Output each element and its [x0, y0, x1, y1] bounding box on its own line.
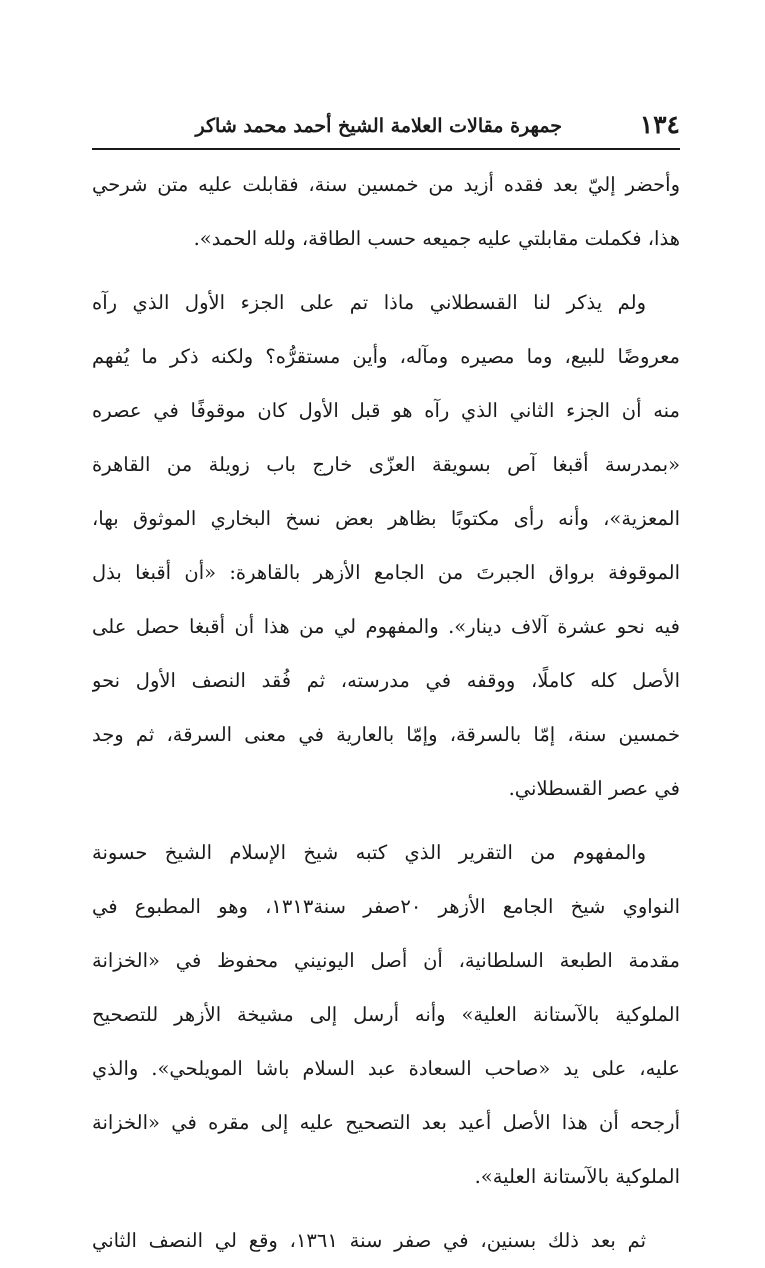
text-line: مقدمة الطبعة السلطانية، أن أصل اليونيني محفوظ في «الخزانة — [92, 949, 680, 972]
text-line: النواوي شيخ الجامع الأزهر ٢٠صفر سنة١٣١٣، وهو المطبوع في — [92, 895, 680, 918]
text-line: فيه نحو عشرة آلاف دينار». والمفهوم لي من هذا أن أقبغا حصل على — [92, 615, 680, 638]
page-number: ١٣٤ — [639, 110, 680, 139]
text-line: الأصل كله كاملًا، ووقفه في مدرسته، ثم فُقد النصف الأول نحو — [92, 669, 680, 692]
text-line: هذا، فكملت مقابلتي عليه جميعه حسب الطاقة، ولله الحمد». — [193, 227, 680, 250]
body-text — [92, 158, 680, 1268]
text-line: الموقوفة برواق الجبرتَ من الجامع الأزهر بالقاهرة: «أن أقبغا بذل — [92, 561, 680, 584]
text-line: منه أن الجزء الثاني الذي رآه هو قبل الأول كان موقوفًا في عصره — [92, 399, 680, 422]
text-line: ثم بعد ذلك بسنين، في صفر سنة ١٣٦١، وقع لي النصف الثاني — [92, 1229, 646, 1252]
text-line: وأحضر إليّ بعد فقده أزيد من خمسين سنة، فقابلت عليه متن شرحي — [92, 173, 680, 196]
text-line: الملوكية بالآستانة العلية». — [474, 1165, 680, 1188]
text-line: أرجحه أن هذا الأصل أعيد بعد التصحيح عليه إلى مقره في «الخزانة — [92, 1111, 680, 1134]
text-line: ولم يذكر لنا القسطلاني ماذا تم على الجزء الأول الذي رآه — [92, 291, 646, 314]
text-line: والمفهوم من التقرير الذي كتبه شيخ الإسلام الشيخ حسونة — [92, 841, 646, 864]
running-title: جمهرة مقالات العلامة الشيخ أحمد محمد شاكر — [195, 115, 562, 137]
text-line: الملوكية بالآستانة العلية» وأنه أرسل إلى مشيخة الأزهر للتصحيح — [92, 1003, 680, 1026]
page-header — [92, 108, 680, 142]
text-line: المعزية»، وأنه رأى مكتوبًا بظاهر بعض نسخ البخاري الموثوق بها، — [92, 507, 680, 530]
text-line: في عصر القسطلاني. — [508, 777, 680, 800]
text-line: «بمدرسة أقبغا آص بسويقة العزّى خارج باب زويلة من القاهرة — [92, 453, 680, 476]
text-line: عليه، على يد «صاحب السعادة عبد السلام باشا المويلحي». والذي — [92, 1057, 680, 1080]
header-rule — [92, 148, 680, 150]
text-line: خمسين سنة، إمّا بالسرقة، وإمّا بالعارية في معنى السرقة، ثم وجد — [92, 723, 680, 746]
text-line: معروضًا للبيع، وما مصيره ومآله، وأين مستقرُّه؟ ولكنه ذكر ما يُفهم — [92, 345, 680, 368]
